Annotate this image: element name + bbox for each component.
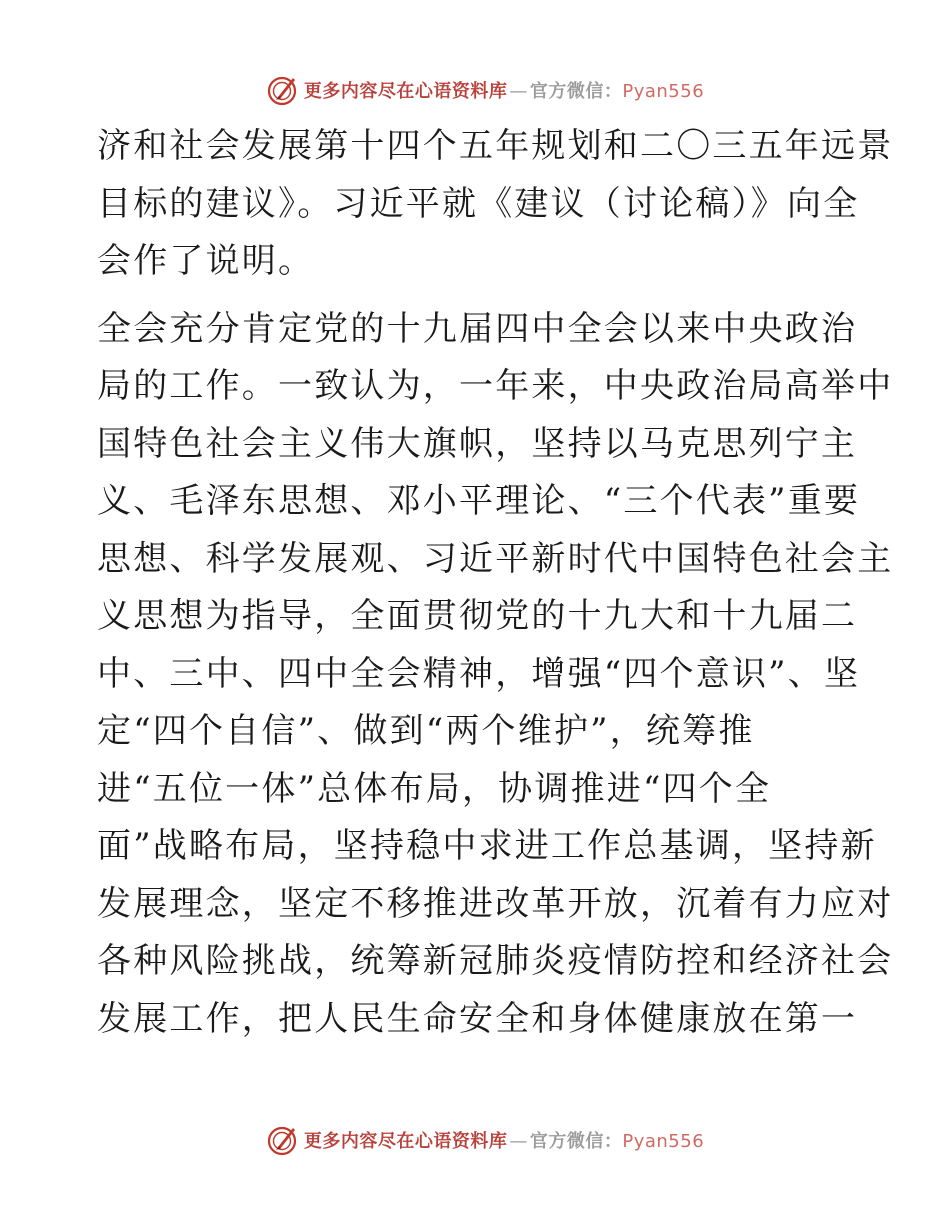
banner-official-label: 官方微信： [529,1131,623,1152]
text-line: 义思想为指导，全面贯彻党的十九大和十九届二 [97,596,858,636]
banner-text-group [304,1127,704,1153]
text-line: 面”战略布局，坚持稳中求进工作总基调，坚持新 [97,826,877,866]
banner-wechat-id: Pyan556 [622,81,705,102]
banner-separator: — [509,81,528,102]
banner-text-group [304,77,704,103]
banner-title: 更多内容尽在心语资料库 [303,1131,508,1152]
banner-content [266,73,704,107]
document-body [97,118,894,1048]
banner-separator: — [509,1131,528,1152]
text-line: 中、三中、四中全会精神，增强“四个意识”、坚 [97,653,861,694]
text-line: 定“四个自信”、做到“两个维护”，统筹推 [97,711,755,751]
text-line: 思想、科学发展观、习近平新时代中国特色社会主 [97,538,894,579]
text-line: 全会充分肯定党的十九届四中全会以来中央政治 [97,308,858,349]
text-line: 济和社会发展第十四个五年规划和二〇三五年远景 [97,126,894,166]
text-line: 目标的建议》。习近平就《建议（讨论稿）》向全 [97,183,860,224]
quill-seal-icon [266,1123,300,1157]
text-line: 国特色社会主义伟大旗帜，坚持以马克思列宁主 [97,423,858,464]
banner-content [266,1123,704,1157]
footer-banner [0,1120,950,1160]
text-line: 发展理念，坚定不移推进改革开放，沉着有力应对 [97,883,894,924]
text-line: 各种风险挑战，统筹新冠肺炎疫情防控和经济社会 [97,941,894,981]
text-line: 发展工作，把人民生命安全和身体健康放在第一 [97,998,858,1039]
text-line: 进“五位一体”总体布局，协调推进“四个全 [97,768,772,809]
header-banner [0,70,950,110]
paragraph-2 [97,301,894,1049]
banner-official-label: 官方微信： [529,81,623,102]
text-line: 局的工作。一致认为，一年来，中央政治局高举中 [97,366,894,406]
text-line: 义、毛泽东思想、邓小平理论、“三个代表”重要 [97,481,861,521]
paragraph-1 [97,118,894,291]
banner-title: 更多内容尽在心语资料库 [303,81,508,102]
paragraph-gap [97,291,857,301]
quill-seal-icon [266,73,300,107]
banner-wechat-id: Pyan556 [622,1131,705,1152]
text-line: 会作了说明。 [97,241,315,281]
